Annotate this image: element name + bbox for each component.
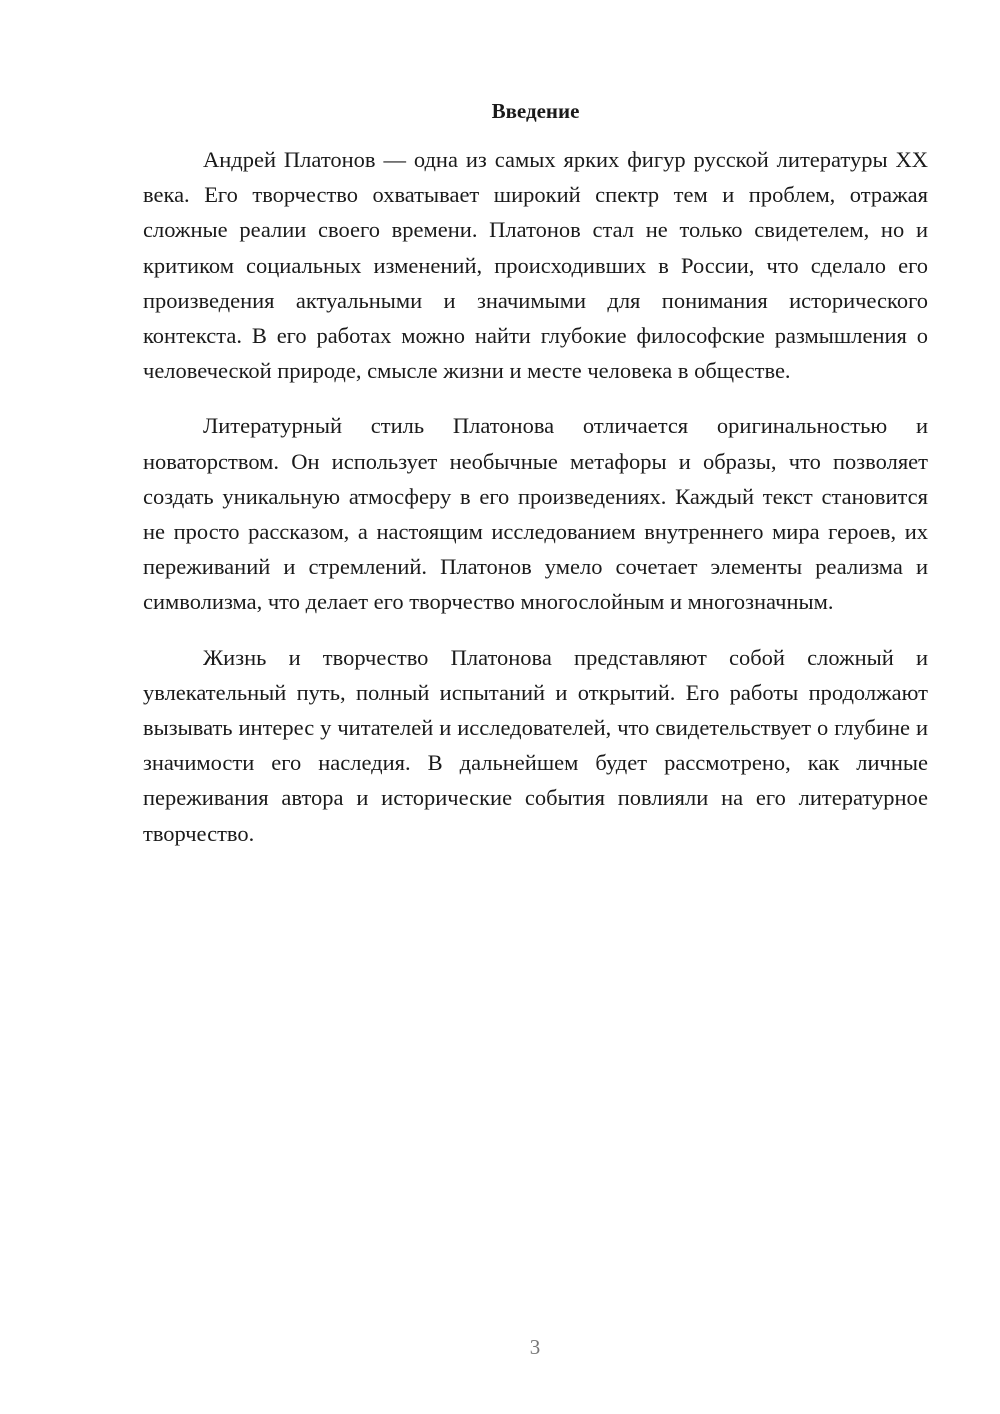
section-heading: Введение: [491, 99, 580, 123]
paragraph-1: Андрей Платонов — одна из самых ярких фигур русской литературы XX века. Его творчество охватывает широкий спектр тем и проблем, отражая сложные реалии своего времени. Платонов стал не только свидетелем, но и критиком социальных изменений, происходивших в России, что сделало его произведения актуальными и значимыми для понимания исторического контекста. В его работах можно найти глубокие философские размышления о человеческой природе, смысле жизни и месте человека в обществе.: [143, 147, 928, 384]
paragraph-3: Жизнь и творчество Платонова представляют собой сложный и увлекательный путь, полный испытаний и открытий. Его работы продолжают вызывать интерес у читателей и исследователей, что свидетельствует о глубине и значимости его наследия. В дальнейшем будет рассмотрено, как личные переживания автора и исторические события повлияли на его литературное творчество.: [143, 644, 928, 846]
body-text: [143, 142, 928, 871]
paragraph-2: Литературный стиль Платонова отличается оригинальностью и новаторством. Он использует необычные метафоры и образы, что позволяет создать уникальную атмосферу в его произведениях. Каждый текст становится не просто рассказом, а настоящим исследованием внутреннего мира героев, их переживаний и стремлений. Платонов умело сочетает элементы реализма и символизма, что делает его творчество многослойным и многозначным.: [143, 413, 928, 615]
page-number: 3: [529, 1335, 541, 1359]
